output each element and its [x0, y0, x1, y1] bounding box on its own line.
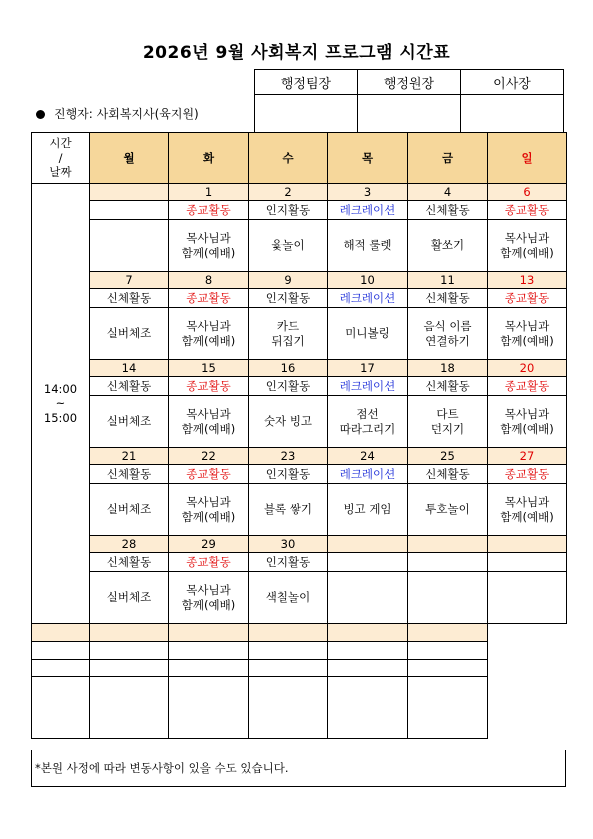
- activity-type-cell: 인지활동: [249, 465, 328, 484]
- activity-type-cell: 신체활동: [408, 201, 488, 220]
- empty-cell: [169, 624, 249, 642]
- empty-cell: [328, 660, 408, 677]
- program-line: 함께(예배): [181, 333, 236, 348]
- activity-type-cell: 인지활동: [249, 553, 328, 572]
- approval-sign-box[interactable]: [255, 95, 358, 134]
- program-line: 목사님과: [186, 319, 231, 334]
- activity-type-cell: 종교활동: [169, 289, 249, 308]
- date-cell: 27: [488, 448, 567, 465]
- activity-type-cell: 인지활동: [249, 201, 328, 220]
- program-line: 활쏘기: [430, 238, 465, 253]
- time-label: 15:00: [43, 410, 78, 425]
- program-cell: [90, 484, 169, 536]
- date-cell: 13: [488, 272, 567, 289]
- date-cell: 24: [328, 448, 408, 465]
- activity-type-cell: 신체활동: [90, 465, 169, 484]
- program-cell: [488, 308, 567, 360]
- program-cell: [249, 308, 328, 360]
- activity-type-cell: 레크레이션: [328, 201, 408, 220]
- activity-type-cell: 신체활동: [408, 465, 488, 484]
- approval-header: 행정팀장: [255, 70, 358, 95]
- date-cell: [488, 536, 567, 553]
- program-cell: [408, 484, 488, 536]
- program-cell: [90, 220, 169, 272]
- date-cell: 7: [90, 272, 169, 289]
- program-cell: [488, 484, 567, 536]
- date-cell: 30: [249, 536, 328, 553]
- program-line: 목사님과: [186, 495, 231, 510]
- day-header: 화: [169, 133, 249, 184]
- program-line: 목사님과: [504, 407, 550, 422]
- date-cell: 11: [408, 272, 488, 289]
- date-cell: 22: [169, 448, 249, 465]
- day-header: 월: [90, 133, 169, 184]
- activity-type-cell: 인지활동: [249, 289, 328, 308]
- program-cell: [169, 572, 249, 624]
- program-cell: [328, 572, 408, 624]
- program-line: 목사님과: [504, 231, 550, 246]
- activity-type-cell: [408, 553, 488, 572]
- program-cell: [249, 396, 328, 448]
- program-line: 연결하기: [425, 333, 470, 348]
- corner-label: /: [58, 150, 63, 165]
- date-cell: [90, 184, 169, 201]
- date-cell: 21: [90, 448, 169, 465]
- day-header-sunday: 일: [488, 133, 567, 184]
- approval-table: [254, 69, 564, 134]
- program-cell: [328, 220, 408, 272]
- date-cell: 23: [249, 448, 328, 465]
- program-line: 빙고 게임: [343, 502, 392, 517]
- date-cell: 17: [328, 360, 408, 377]
- empty-cell: [328, 642, 408, 660]
- program-line: 실버체조: [106, 590, 152, 605]
- footnote-text: *본원 사정에 따라 변동사항이 있을 수도 있습니다.: [35, 761, 289, 775]
- program-line: 함께(예배): [181, 597, 236, 612]
- program-cell: [408, 572, 488, 624]
- program-line: 목사님과: [186, 583, 231, 598]
- date-cell: 14: [90, 360, 169, 377]
- day-header: 목: [328, 133, 408, 184]
- empty-cell: [408, 624, 488, 642]
- empty-cell: [90, 624, 169, 642]
- program-cell: [249, 220, 328, 272]
- program-line: 투호놀이: [425, 502, 470, 517]
- activity-type-cell: 인지활동: [249, 377, 328, 396]
- empty-cell: [408, 660, 488, 677]
- program-line: 목사님과: [504, 319, 550, 334]
- program-line: 숫자 빙고: [263, 414, 313, 429]
- empty-cell: [32, 642, 90, 660]
- time-label: 14:00: [43, 381, 78, 396]
- day-header: 수: [249, 133, 328, 184]
- date-cell: 6: [488, 184, 567, 201]
- approval-sign-box[interactable]: [461, 95, 564, 134]
- schedule-table: [31, 132, 567, 739]
- program-line: 실버체조: [106, 414, 152, 429]
- program-line: 함께(예배): [181, 509, 236, 524]
- activity-type-cell: 종교활동: [169, 201, 249, 220]
- date-cell: 1: [169, 184, 249, 201]
- date-cell: 2: [249, 184, 328, 201]
- program-cell: [90, 308, 169, 360]
- activity-type-cell: [90, 201, 169, 220]
- date-cell: 28: [90, 536, 169, 553]
- program-line: 점선: [356, 407, 379, 422]
- program-line: 뒤집기: [271, 333, 305, 348]
- day-header: 금: [408, 133, 488, 184]
- program-line: 목사님과: [186, 407, 231, 422]
- program-line: 던지기: [430, 421, 465, 436]
- empty-cell: [32, 677, 90, 739]
- empty-cell: [32, 660, 90, 677]
- corner-cell: [32, 133, 90, 184]
- activity-type-cell: 신체활동: [90, 289, 169, 308]
- program-cell: [169, 308, 249, 360]
- page-title: 2026년 9월 사회복지 프로그램 시간표: [142, 43, 451, 63]
- corner-label: 시간: [49, 136, 72, 151]
- date-cell: [408, 536, 488, 553]
- program-line: 함께(예배): [500, 245, 554, 260]
- activity-type-cell: 레크레이션: [328, 377, 408, 396]
- approval-header: 행정원장: [358, 70, 461, 95]
- date-cell: 25: [408, 448, 488, 465]
- empty-cell: [90, 677, 169, 739]
- date-cell: [328, 536, 408, 553]
- program-cell: [488, 396, 567, 448]
- activity-type-cell: [328, 553, 408, 572]
- program-cell: [249, 484, 328, 536]
- program-line: 블록 쌓기: [263, 502, 313, 517]
- time-label: ~: [55, 396, 66, 411]
- activity-type-cell: 종교활동: [488, 465, 567, 484]
- footnote-box: [31, 750, 566, 787]
- date-cell: 8: [169, 272, 249, 289]
- date-cell: 10: [328, 272, 408, 289]
- program-cell: [169, 220, 249, 272]
- empty-cell: [32, 624, 90, 642]
- program-cell: [328, 396, 408, 448]
- program-cell: [488, 220, 567, 272]
- program-cell: [169, 396, 249, 448]
- empty-cell: [328, 624, 408, 642]
- empty-cell: [90, 642, 169, 660]
- conductor-text: 진행자: 사회복지사(육지원): [54, 107, 199, 121]
- empty-cell: [249, 660, 328, 677]
- program-line: 해적 룰렛: [343, 238, 392, 253]
- program-line: 함께(예배): [500, 421, 554, 436]
- program-line: 함께(예배): [500, 333, 554, 348]
- date-cell: 16: [249, 360, 328, 377]
- program-cell: [90, 396, 169, 448]
- program-line: 함께(예배): [181, 421, 236, 436]
- empty-cell: [169, 677, 249, 739]
- bullet-icon: [36, 110, 45, 119]
- program-line: 윷놀이: [271, 238, 305, 253]
- activity-type-cell: 레크레이션: [328, 465, 408, 484]
- empty-cell: [169, 660, 249, 677]
- program-line: 색칠놀이: [265, 590, 311, 605]
- program-line: 목사님과: [504, 495, 550, 510]
- empty-cell: [169, 642, 249, 660]
- empty-cell: [249, 677, 328, 739]
- program-cell: [408, 308, 488, 360]
- date-cell: 20: [488, 360, 567, 377]
- time-cell: [32, 184, 90, 624]
- program-line: 함께(예배): [181, 245, 236, 260]
- date-cell: 18: [408, 360, 488, 377]
- activity-type-cell: 레크레이션: [328, 289, 408, 308]
- empty-cell: [249, 624, 328, 642]
- activity-type-cell: 종교활동: [169, 465, 249, 484]
- date-cell: 4: [408, 184, 488, 201]
- program-line: 함께(예배): [500, 509, 554, 524]
- activity-type-cell: 종교활동: [488, 289, 567, 308]
- empty-cell: [408, 677, 488, 739]
- activity-type-cell: 종교활동: [488, 201, 567, 220]
- approval-header: 이사장: [461, 70, 564, 95]
- empty-cell: [408, 642, 488, 660]
- program-line: 목사님과: [186, 231, 231, 246]
- empty-cell: [328, 677, 408, 739]
- date-cell: 15: [169, 360, 249, 377]
- program-line: 카드: [276, 319, 300, 334]
- program-cell: [169, 484, 249, 536]
- program-cell: [328, 484, 408, 536]
- activity-type-cell: 종교활동: [169, 377, 249, 396]
- activity-type-cell: 신체활동: [408, 377, 488, 396]
- corner-label: 날짜: [49, 165, 72, 180]
- program-line: 실버체조: [106, 502, 152, 517]
- program-cell: [328, 308, 408, 360]
- program-line: 다트: [436, 407, 459, 422]
- date-cell: 3: [328, 184, 408, 201]
- program-line: 실버체조: [106, 326, 152, 341]
- program-cell: [488, 572, 567, 624]
- program-line: 음식 이름: [423, 319, 472, 334]
- empty-cell: [90, 660, 169, 677]
- program-cell: [408, 396, 488, 448]
- approval-sign-box[interactable]: [358, 95, 461, 134]
- conductor-line: [36, 105, 199, 122]
- activity-type-cell: 신체활동: [90, 377, 169, 396]
- date-cell: 29: [169, 536, 249, 553]
- program-line: 따라그리기: [339, 421, 396, 436]
- empty-cell: [249, 642, 328, 660]
- activity-type-cell: [488, 553, 567, 572]
- activity-type-cell: 종교활동: [488, 377, 567, 396]
- activity-type-cell: 신체활동: [408, 289, 488, 308]
- date-cell: 9: [249, 272, 328, 289]
- activity-type-cell: 종교활동: [169, 553, 249, 572]
- activity-type-cell: 신체활동: [90, 553, 169, 572]
- program-cell: [90, 572, 169, 624]
- program-cell: [249, 572, 328, 624]
- program-cell: [408, 220, 488, 272]
- program-line: 미니볼링: [345, 326, 390, 341]
